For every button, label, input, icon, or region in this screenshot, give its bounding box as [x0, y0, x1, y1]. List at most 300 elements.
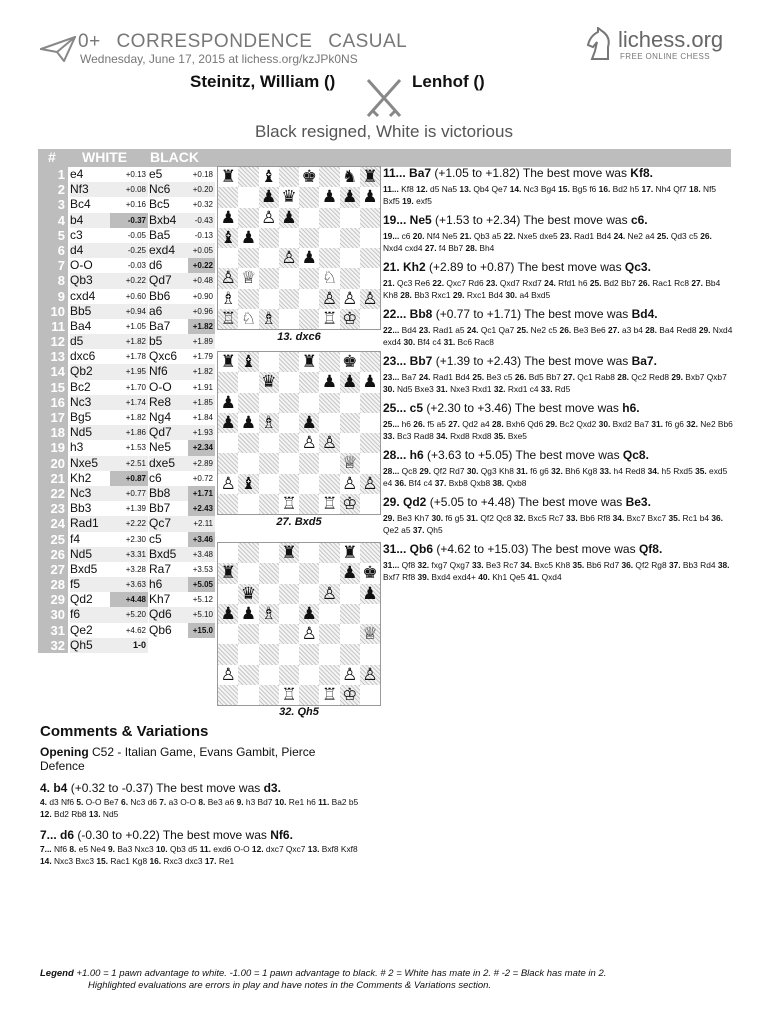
move-number: 5 — [38, 228, 68, 243]
white-bishop-icon: ♗ — [261, 603, 277, 624]
board-square — [279, 309, 299, 329]
board-square — [218, 685, 238, 705]
board-square — [299, 309, 319, 329]
black-move: Qd7 — [149, 425, 189, 440]
white-eval: 1-0 — [110, 638, 148, 653]
note-eval: (+0.77 to +1.71) The best move was — [432, 307, 632, 321]
black-eval: +1.84 — [192, 413, 213, 422]
board-square — [218, 584, 238, 604]
white-eval: +1.86 — [110, 425, 148, 440]
black-eval: +3.46 — [188, 532, 215, 547]
move-note — [383, 166, 733, 207]
board-square — [259, 685, 279, 705]
board-square — [340, 248, 360, 268]
board-square — [259, 665, 279, 685]
black-eval: +1.82 — [188, 364, 215, 379]
black-eval: +2.89 — [188, 456, 215, 471]
board-square — [259, 474, 279, 494]
move-number: 32 — [38, 638, 68, 653]
move-row — [38, 258, 215, 273]
white-move: Nc3 — [70, 486, 110, 501]
board-square — [279, 393, 299, 413]
note-variation: 25... h6 26. f5 a5 27. Qd2 a4 28. Bxh6 Qd6 29. Bc2 Qxd2 30. Bxd2 Ba7 31. f6 g6 32. Ne2 Bb6 33. Bc3 Rad8 34. Rxd8 Rxd8 35. Bxe5 — [383, 419, 733, 441]
white-eval: +1.95 — [110, 364, 148, 379]
move-row — [38, 623, 215, 638]
board-square — [279, 433, 299, 453]
move-row — [38, 334, 215, 349]
board-square — [259, 248, 279, 268]
white-bishop-icon: ♗ — [261, 308, 277, 329]
date-line[interactable]: Wednesday, June 17, 2015 at lichess.org/kzJPk0NS — [80, 52, 358, 66]
black-rook-icon: ♜ — [220, 563, 236, 584]
note-best-move: Kf8. — [630, 166, 653, 180]
white-move: Bb5 — [70, 304, 110, 319]
move-number: 12 — [38, 334, 68, 349]
note-variation: 11... Kf8 12. d5 Na5 13. Qb4 Qe7 14. Nc3 Bg4 15. Bg5 f6 16. Bd2 h5 17. Nh4 Qf7 18. Nf5 Bxf5 19. exf5 — [383, 184, 717, 206]
move-row — [38, 319, 215, 334]
comment-eval: (-0.30 to +0.22) The best move was — [74, 828, 271, 842]
board-square — [299, 685, 319, 705]
board-square — [259, 352, 279, 372]
move-notes — [383, 166, 733, 589]
white-move: Bg5 — [70, 410, 92, 424]
black-move: Bb8 — [149, 486, 189, 501]
black-bishop-icon: ♝ — [220, 227, 236, 248]
white-move: f5 — [70, 577, 110, 592]
black-eval: +0.22 — [188, 258, 215, 273]
board-square — [340, 208, 360, 228]
note-eval: (+1.39 to +2.43) The best move was — [432, 354, 632, 368]
move-number: 11 — [38, 319, 68, 334]
note-variation: 19... c6 20. Nf4 Ne5 21. Qb3 a5 22. Nxe5 dxe5 23. Rad1 Bd4 24. Ne2 a4 25. Qd3 c5 26. Nxd4 cxd4 27. f4 Bb7 28. Bh4 — [383, 231, 712, 253]
white-eval: +0.16 — [125, 200, 146, 210]
black-eval: +1.91 — [192, 382, 213, 392]
move-row — [38, 213, 215, 228]
white-move: Bxd5 — [70, 561, 98, 576]
move-number: 15 — [38, 380, 68, 395]
white-move: Nd5 — [70, 425, 110, 440]
black-move: Kh7 — [149, 592, 171, 607]
board-square — [299, 289, 319, 309]
note-best-move: Qc8. — [622, 448, 649, 462]
white-eval: +1.70 — [125, 382, 146, 392]
board-square — [279, 372, 299, 392]
black-move: Bc5 — [149, 197, 170, 212]
white-move: Qb3 — [70, 273, 110, 288]
black-move: Ng4 — [149, 410, 172, 424]
comment-best-move: d3. — [263, 781, 281, 795]
note-variation: 31... Qf8 32. fxg7 Qxg7 33. Be3 Rc7 34. Bxc5 Kh8 35. Bb6 Rd7 36. Qf2 Rg8 37. Bb3 Rd4 38. Bxf7 Rf8 39. Bxd4 exd4+ 40. Kh1 Qe5 41. Qxd4 — [383, 560, 730, 582]
black-eval: +1.79 — [192, 352, 213, 362]
white-eval: +3.31 — [110, 547, 148, 562]
move-note — [383, 354, 733, 395]
black-queen-icon: ♛ — [281, 187, 297, 208]
board-caption-3: 32. Qh5 — [279, 706, 319, 718]
white-pawn-icon: ♙ — [362, 473, 378, 494]
note-heading — [383, 542, 733, 557]
board-square — [360, 453, 380, 473]
board-square — [299, 208, 319, 228]
move-note — [383, 260, 733, 301]
white-eval: +1.53 — [125, 443, 146, 453]
game-type-label: CORRESPONDENCE — [116, 31, 313, 52]
move-row — [38, 380, 215, 395]
moves-table-header — [38, 149, 731, 167]
board-square — [340, 624, 360, 644]
white-move: Nc3 — [70, 395, 110, 410]
board-square — [238, 167, 258, 187]
note-variation: 29. Be3 Kh7 30. f6 g5 31. Qf2 Qc8 32. Bxc5 Rc7 33. Bb6 Rf8 34. Bxc7 Bxc7 35. Rc1 b4 36. Qe2 a5 37. Qh5 — [383, 513, 724, 535]
move-number: 30 — [38, 607, 68, 622]
board-square — [340, 268, 360, 288]
move-number: 31 — [38, 623, 68, 638]
board-square — [259, 563, 279, 583]
black-king-icon: ♚ — [342, 352, 358, 372]
board-square — [279, 352, 299, 372]
move-row — [38, 532, 215, 547]
note-best-move: Qf8. — [638, 542, 663, 556]
board-square — [340, 644, 360, 664]
move-number: 4 — [38, 213, 68, 228]
black-eval: +1.89 — [188, 334, 215, 349]
board-square — [319, 453, 339, 473]
black-pawn-icon: ♟ — [240, 603, 257, 624]
white-header: WHITE — [82, 149, 128, 165]
white-king-icon: ♔ — [342, 493, 358, 514]
comment-variation: 7... Nf6 8. e5 Ne4 9. Ba3 Nxc3 10. Qb3 d5 11. exd6 O-O 12. dxc7 Qxc7 13. Bxf8 Kxf8 14. Nxc3 Bxc3 15. Rac1 Kg8 16. Rxc3 dxc3 17. Re1 — [40, 844, 358, 866]
move-number: 1 — [38, 167, 68, 182]
white-eval: +1.05 — [125, 321, 146, 331]
white-eval: +0.60 — [125, 291, 146, 301]
black-bishop-icon: ♝ — [261, 167, 277, 187]
black-eval: +2.11 — [188, 516, 215, 531]
white-eval: +3.28 — [125, 564, 146, 574]
board-square — [259, 268, 279, 288]
black-move: dxe5 — [149, 456, 189, 471]
white-rook-icon: ♖ — [321, 308, 338, 329]
board-square — [299, 453, 319, 473]
white-pawn-icon: ♙ — [321, 583, 338, 604]
board-square — [360, 208, 380, 228]
black-rook-icon: ♜ — [281, 543, 297, 563]
speed-label: 0+ — [78, 31, 101, 52]
white-rook-icon: ♖ — [281, 684, 297, 705]
move-note — [383, 495, 733, 536]
board-square — [319, 474, 339, 494]
white-move: Nf3 — [70, 182, 110, 197]
move-number: 19 — [38, 440, 68, 455]
note-best-move: Ba7. — [631, 354, 657, 368]
board-square — [238, 393, 258, 413]
white-move: Qe2 — [70, 622, 93, 637]
board-square — [218, 372, 238, 392]
board-square — [218, 433, 238, 453]
white-pawn-icon: ♙ — [220, 473, 236, 494]
black-pawn-icon: ♟ — [321, 372, 338, 393]
board-square — [259, 433, 279, 453]
legend-line-1: +1.00 = 1 pawn advantage to white. -1.00 = 1 pawn advantage to black. # 2 = White has mate in 2. # -2 = Black has mate in 2. — [76, 968, 607, 979]
board-square — [238, 248, 258, 268]
move-row — [38, 501, 215, 516]
board-square — [360, 644, 380, 664]
white-eval: +0.94 — [110, 304, 148, 319]
legend-label: Legend — [40, 968, 74, 979]
move-row — [38, 516, 215, 531]
note-best-move: Qc3. — [624, 260, 651, 274]
white-move: dxc6 — [70, 349, 96, 364]
move-number: 16 — [38, 395, 68, 410]
black-move: h6 — [149, 577, 189, 592]
board-square — [299, 187, 319, 207]
move-note — [383, 542, 733, 583]
board-square — [360, 268, 380, 288]
black-header: BLACK — [150, 149, 199, 165]
white-move: Bc4 — [70, 197, 91, 212]
black-move: c6 — [149, 470, 162, 485]
white-pawn-icon: ♙ — [261, 207, 277, 228]
num-header: # — [48, 149, 56, 165]
note-variation: 22... Bd4 23. Rad1 a5 24. Qc1 Qa7 25. Ne2 c5 26. Be3 Be6 27. a3 b4 28. Ba4 Red8 29. Nxd4 exd4 30. Bf4 c4 31. Bc6 Rac8 — [383, 325, 733, 347]
black-move: Nf6 — [149, 364, 189, 379]
board-square — [319, 248, 339, 268]
move-number: 7 — [38, 258, 68, 273]
board-square — [259, 494, 279, 514]
board-square — [259, 584, 279, 604]
white-pawn-icon: ♙ — [281, 248, 297, 268]
black-bishop-icon: ♝ — [240, 352, 257, 372]
game-title — [78, 31, 417, 53]
board-square — [360, 494, 380, 514]
move-number: 24 — [38, 516, 68, 531]
board-square — [360, 393, 380, 413]
white-eval: +2.22 — [110, 516, 148, 531]
white-move: Qb2 — [70, 364, 110, 379]
board-square — [319, 624, 339, 644]
comment-best-move: Nf6. — [270, 828, 293, 842]
black-eval: +3.48 — [188, 547, 215, 562]
move-note — [383, 307, 733, 348]
white-pawn-icon: ♙ — [301, 433, 317, 453]
move-row — [38, 486, 215, 501]
white-bishop-icon: ♗ — [220, 288, 236, 309]
black-move: d6 — [149, 258, 163, 273]
black-king-icon: ♚ — [301, 167, 317, 187]
board-position-3 — [217, 542, 381, 706]
move-row — [38, 410, 215, 425]
board-square — [360, 433, 380, 453]
black-rook-icon: ♜ — [220, 167, 236, 187]
black-pawn-icon: ♟ — [301, 603, 317, 624]
game-result: Black resigned, White is victorious — [255, 122, 513, 141]
board-square — [360, 352, 380, 372]
black-eval: +0.96 — [188, 304, 215, 319]
white-eval: +0.08 — [110, 182, 148, 197]
board-square — [279, 228, 299, 248]
white-move: Nd5 — [70, 547, 110, 562]
board-square — [319, 543, 339, 563]
board-square — [319, 413, 339, 433]
black-move: exd4 — [149, 243, 189, 258]
move-row — [38, 592, 215, 607]
white-eval: +0.87 — [110, 471, 148, 486]
note-eval: (+1.53 to +2.34) The best move was — [431, 213, 631, 227]
black-eval: +0.05 — [188, 243, 215, 258]
black-pawn-icon: ♟ — [220, 603, 236, 624]
white-move: c3 — [70, 227, 83, 242]
board-square — [238, 563, 258, 583]
opening-line — [40, 745, 360, 773]
black-eval: +5.05 — [188, 577, 215, 592]
white-eval: -0.05 — [127, 230, 146, 240]
black-move: Ne5 — [149, 440, 172, 455]
white-move: d4 — [70, 243, 110, 258]
move-number: 27 — [38, 562, 68, 577]
board-square — [360, 604, 380, 624]
move-number: 9 — [38, 289, 68, 304]
white-move: e4 — [70, 167, 84, 181]
black-eval: +2.43 — [188, 501, 215, 516]
knight-logo-icon — [584, 27, 614, 61]
note-variation: 21. Qc3 Re6 22. Qxc7 Rd6 23. Qxd7 Rxd7 24. Rfd1 h6 25. Bd2 Bb7 26. Rac1 Rc8 27. Bb4 Kh8 28. Bb3 Rxc1 29. Rxc1 Bd4 30. a4 Bxd5 — [383, 278, 721, 300]
board-square — [319, 208, 339, 228]
white-pawn-icon: ♙ — [362, 664, 378, 685]
move-number: 14 — [38, 364, 68, 379]
move-row — [38, 562, 215, 577]
crossed-swords-icon — [362, 76, 406, 120]
white-move: b4 — [70, 213, 110, 228]
black-queen-icon: ♛ — [240, 583, 257, 604]
white-king-icon: ♔ — [342, 684, 358, 705]
note-best-move: h6. — [622, 401, 640, 415]
black-eval: +2.34 — [188, 440, 215, 455]
move-number: 2 — [38, 182, 68, 197]
note-variation: 28... Qc8 29. Qf2 Rd7 30. Qg3 Kh8 31. f6 g6 32. Bh6 Kg8 33. h4 Red8 34. h5 Rxd5 35. exd5 e4 36. Bf4 c4 37. Bxb8 Qxb8 38. Qxb8 — [383, 466, 728, 488]
board-square — [340, 228, 360, 248]
move-row — [38, 243, 215, 258]
move-number: 20 — [38, 456, 68, 471]
white-knight-icon: ♘ — [321, 268, 338, 289]
white-rook-icon: ♖ — [220, 308, 236, 329]
comment-variation: 4. d3 Nf6 5. O-O Be7 6. Nc3 d6 7. a3 O-O 8. Be3 a6 9. h3 Bd7 10. Re1 h6 11. Ba2 b5 12. Bd2 Rb8 13. Nd5 — [40, 797, 359, 819]
black-king-icon: ♚ — [362, 563, 378, 584]
white-pawn-icon: ♙ — [220, 268, 236, 289]
black-eval: +1.82 — [188, 319, 215, 334]
black-move: Ba5 — [149, 227, 171, 242]
move-row — [38, 304, 215, 319]
move-row — [38, 440, 215, 455]
white-move: Qd2 — [70, 592, 93, 607]
note-heading — [383, 260, 733, 275]
move-note — [383, 401, 733, 442]
move-row — [38, 395, 215, 410]
note-variation: 23... Ba7 24. Rad1 Bd4 25. Be3 c5 26. Bd5 Bb7 27. Qc1 Rab8 28. Qc2 Red8 29. Bxb7 Qxb7 30. Nd5 Bxe3 31. Nxe3 Rxd1 32. Rxd1 c4 33. Rd5 — [383, 372, 727, 394]
board-square — [238, 624, 258, 644]
black-pawn-icon: ♟ — [321, 187, 338, 208]
board-square — [238, 543, 258, 563]
note-heading — [383, 307, 733, 322]
board-square — [259, 644, 279, 664]
white-pawn-icon: ♙ — [301, 624, 317, 644]
move-number: 29 — [38, 592, 68, 607]
board-square — [218, 248, 238, 268]
move-number: 10 — [38, 304, 68, 319]
note-move: 22... Bb8 — [383, 307, 433, 321]
black-eval: +1.93 — [188, 425, 215, 440]
note-move: 23... Bb7 — [383, 354, 433, 368]
board-square — [319, 393, 339, 413]
board-square — [279, 584, 299, 604]
note-heading — [383, 401, 733, 416]
opening-label: Opening — [40, 745, 89, 759]
black-pawn-icon: ♟ — [362, 187, 378, 208]
black-move: Qb6 — [149, 622, 172, 637]
black-rook-icon: ♜ — [362, 167, 378, 187]
board-square — [340, 604, 360, 624]
board-square — [319, 228, 339, 248]
note-move: 31... Qb6 — [383, 542, 434, 556]
note-heading — [383, 495, 733, 510]
black-eval: +5.12 — [192, 595, 213, 605]
board-square — [299, 268, 319, 288]
mode-label: CASUAL — [328, 31, 408, 52]
move-row — [38, 197, 215, 212]
board-position-1 — [217, 166, 381, 330]
black-rook-icon: ♜ — [342, 543, 358, 563]
white-move: Kh2 — [70, 470, 92, 485]
board-square — [360, 685, 380, 705]
board-square — [340, 433, 360, 453]
white-move: Nxe5 — [70, 456, 110, 471]
white-pawn-icon: ♙ — [342, 288, 358, 309]
board-square — [299, 228, 319, 248]
board-square — [299, 563, 319, 583]
black-move: Qd6 — [149, 607, 189, 622]
move-row — [38, 182, 215, 197]
move-number: 23 — [38, 501, 68, 516]
note-move: 19... Ne5 — [383, 213, 432, 227]
move-row — [38, 289, 215, 304]
board-square — [360, 228, 380, 248]
white-move: Bc2 — [70, 379, 91, 394]
note-heading — [383, 213, 733, 228]
black-eval: +0.90 — [192, 291, 213, 301]
note-move: 29. Qd2 — [383, 495, 427, 509]
note-best-move: Bd4. — [631, 307, 658, 321]
black-pawn-icon: ♟ — [220, 207, 236, 228]
white-king-icon: ♔ — [342, 308, 358, 329]
white-pawn-icon: ♙ — [342, 664, 358, 685]
black-pawn-icon: ♟ — [362, 583, 378, 604]
board-square — [299, 393, 319, 413]
board-square — [299, 665, 319, 685]
board-caption-2: 27. Bxd5 — [276, 516, 322, 528]
white-eval: +0.13 — [125, 170, 146, 179]
board-square — [279, 167, 299, 187]
black-move: c5 — [149, 531, 162, 546]
comment-heading — [40, 828, 360, 843]
board-square — [238, 187, 258, 207]
move-row — [38, 425, 215, 440]
move-row — [38, 471, 215, 486]
lichess-logo-text: lichess.org — [618, 27, 724, 52]
black-move: O-O — [149, 379, 172, 394]
board-square — [218, 494, 238, 514]
black-pawn-icon: ♟ — [362, 372, 378, 393]
black-pawn-icon: ♟ — [220, 392, 236, 413]
white-player: Steinitz, William () — [190, 72, 336, 91]
white-pawn-icon: ♙ — [321, 288, 338, 309]
black-move: Bxb4 — [149, 213, 189, 228]
